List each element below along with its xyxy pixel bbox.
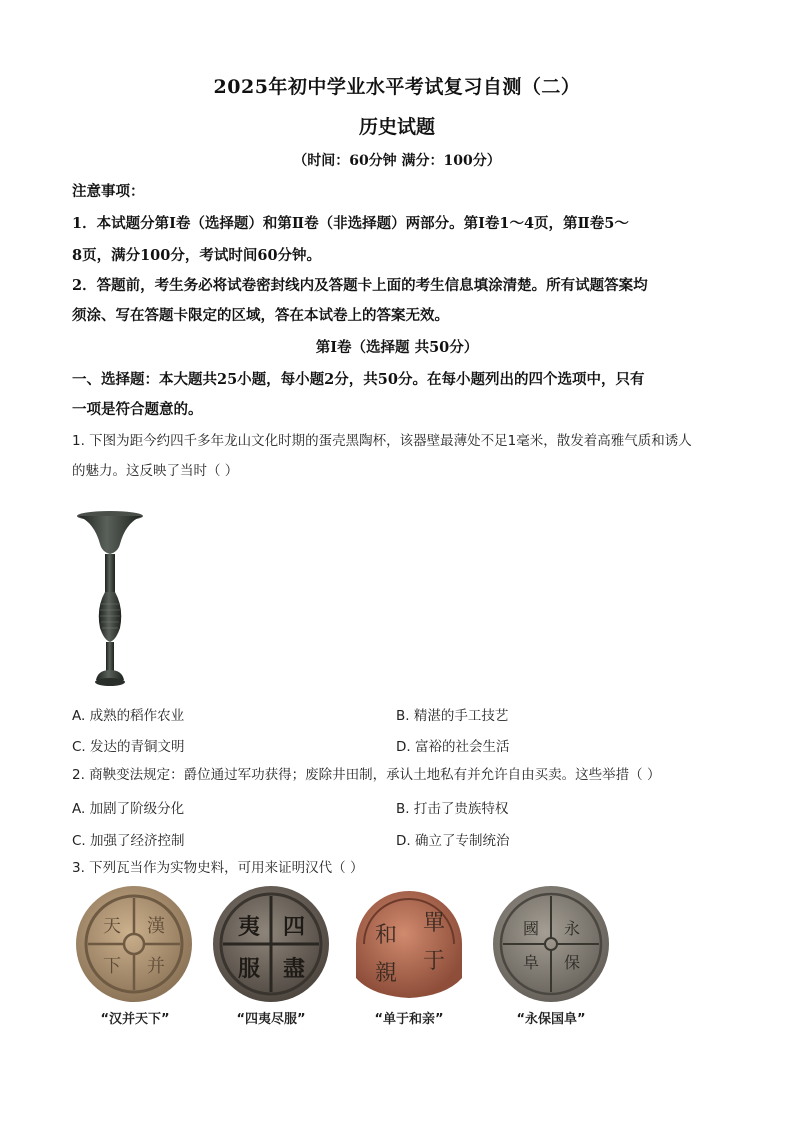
- tile-1-char-4: 并: [147, 956, 165, 977]
- question-1-option-a[interactable]: A. 成熟的稻作农业: [72, 708, 185, 724]
- notes-line-3: 2．答题前，考生务必将试卷密封线内及答题卡上面的考生信息填涂清楚。所有试题答案均: [72, 277, 648, 294]
- question-1-stem-line-1: 1. 下图为距今约四千多年龙山文化时期的蛋壳黑陶杯，该器壁最薄处不足1毫米，散发着高雅气质和诱人: [72, 433, 692, 449]
- question-1-option-d[interactable]: D. 富裕的社会生活: [396, 739, 510, 755]
- notes-heading: 注意事项：: [72, 183, 145, 200]
- question-2-option-b[interactable]: B. 打击了贵族特权: [396, 801, 509, 817]
- section-title: 第Ⅰ卷（选择题 共50分）: [315, 339, 479, 356]
- tile-3-char-4: 親: [374, 961, 398, 986]
- tile-2-char-2: 四: [282, 914, 306, 940]
- question-2-option-c[interactable]: C. 加强了经济控制: [72, 833, 185, 849]
- question-2-option-a[interactable]: A. 加剧了阶级分化: [72, 801, 185, 817]
- subject-title: 历史试题: [358, 116, 435, 138]
- tile-caption-3: “单于和亲”: [374, 1012, 444, 1027]
- tile-2-char-1: 夷: [237, 914, 261, 940]
- tile-2-char-3: 服: [237, 956, 261, 982]
- tile-4-char-1: 國: [522, 919, 540, 938]
- tile-3-char-2: 和: [374, 923, 398, 948]
- tile-1-char-3: 下: [103, 956, 121, 977]
- tile-4-char-3: 阜: [522, 953, 540, 972]
- tile-1-char-2: 漢: [147, 916, 165, 937]
- section-instruction-1: 一、选择题：本大题共25小题，每小题2分，共50分。在每小题列出的四个选项中，只有: [72, 371, 645, 388]
- tile-caption-2: “四夷尽服”: [236, 1012, 306, 1027]
- wadang-han-bing-tianxia-image: [72, 884, 198, 1004]
- notes-line-4: 须涂、写在答题卡限定的区域，答在本试卷上的答案无效。: [72, 307, 449, 324]
- tile-3-char-3: 于: [422, 949, 446, 974]
- question-1-stem-line-2: 的魅力。这反映了当时（ ）: [72, 463, 239, 479]
- tile-4-char-2: 永: [563, 919, 581, 938]
- question-1-option-b[interactable]: B. 精湛的手工技艺: [396, 708, 509, 724]
- tile-4-char-4: 保: [563, 953, 581, 972]
- tile-3-char-1: 單: [422, 911, 446, 936]
- tile-caption-4: “永保国阜”: [516, 1012, 586, 1027]
- time-info: （时间：60分钟 满分：100分）: [293, 153, 501, 169]
- tile-2-char-4: 盡: [282, 956, 306, 982]
- question-3-stem: 3. 下列瓦当作为实物史料，可用来证明汉代（ ）: [72, 860, 364, 876]
- wadang-chanyu-heqin-image: [346, 884, 472, 1004]
- tile-1-char-1: 天: [103, 916, 121, 937]
- wadang-yongbao-guofu-image: [488, 884, 614, 1004]
- section-instruction-2: 一项是符合题意的。: [72, 401, 203, 418]
- eggshell-black-pottery-cup-image: [74, 508, 146, 690]
- exam-title: 2025年初中学业水平考试复习自测（二）: [213, 76, 581, 98]
- notes-line-1: 1．本试题分第Ⅰ卷（选择题）和第Ⅱ卷（非选择题）两部分。第Ⅰ卷1～4页，第Ⅱ卷5～: [72, 215, 629, 232]
- wadang-siyi-jinfu-image: [208, 884, 334, 1004]
- question-2-option-d[interactable]: D. 确立了专制统治: [396, 833, 510, 849]
- notes-line-2: 8页，满分100分，考试时间60分钟。: [72, 247, 322, 264]
- tile-caption-1: “汉并天下”: [100, 1012, 170, 1027]
- question-1-option-c[interactable]: C. 发达的青铜文明: [72, 739, 185, 755]
- question-2-stem: 2. 商鞅变法规定：爵位通过军功获得；废除井田制，承认土地私有并允许自由买卖。这些举措（ ）: [72, 767, 661, 783]
